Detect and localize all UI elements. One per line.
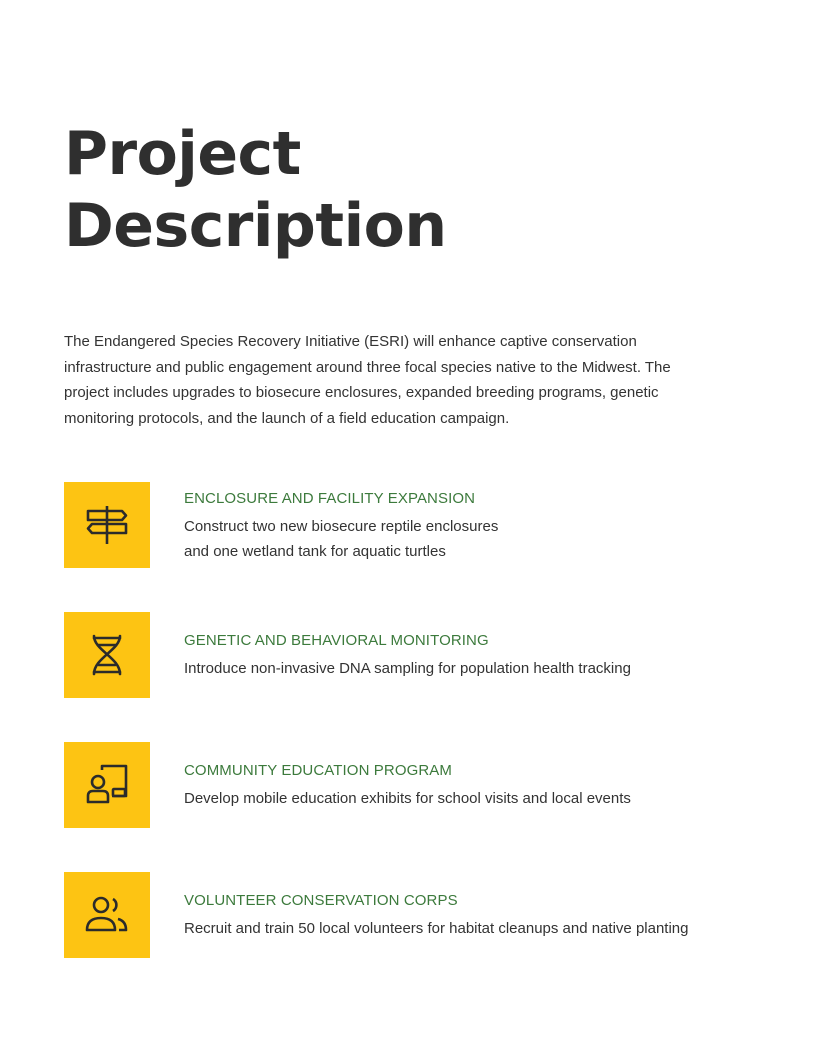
title-line-1: Project xyxy=(64,119,301,189)
users-icon xyxy=(64,872,150,958)
dna-icon xyxy=(64,612,150,698)
item-heading: GENETIC AND BEHAVIORAL MONITORING xyxy=(184,632,489,649)
list-item-education xyxy=(64,742,764,828)
list-item-volunteer xyxy=(64,872,764,958)
page-title xyxy=(64,118,447,262)
desc-line: Construct two new biosecure reptile enclosures xyxy=(184,518,499,535)
item-heading: ENCLOSURE AND FACILITY EXPANSION xyxy=(184,490,476,507)
title-line-2: Description xyxy=(64,191,447,261)
list-item-genetic xyxy=(64,612,764,698)
presentation-icon xyxy=(64,742,150,828)
list-item-enclosure xyxy=(64,482,764,568)
item-description xyxy=(184,514,744,564)
item-heading: COMMUNITY EDUCATION PROGRAM xyxy=(184,762,452,779)
item-description: Introduce non-invasive DNA sampling for population health tracking xyxy=(184,660,631,677)
signpost-icon xyxy=(64,482,150,568)
intro-paragraph: The Endangered Species Recovery Initiative (ESRI) will enhance captive conservation infrastructure and public engagement around three focal species native to the Midwest. The project includes upgrades to biosecure enclosures, expanded breeding programs, genetic monitoring protocols, and the launch of a field education campaign. xyxy=(64,333,671,427)
item-heading: VOLUNTEER CONSERVATION CORPS xyxy=(184,892,458,909)
item-description: Develop mobile education exhibits for school visits and local events xyxy=(184,790,631,807)
item-description: Recruit and train 50 local volunteers for habitat cleanups and native planting xyxy=(184,920,689,937)
desc-line: and one wetland tank for aquatic turtles xyxy=(184,543,446,560)
